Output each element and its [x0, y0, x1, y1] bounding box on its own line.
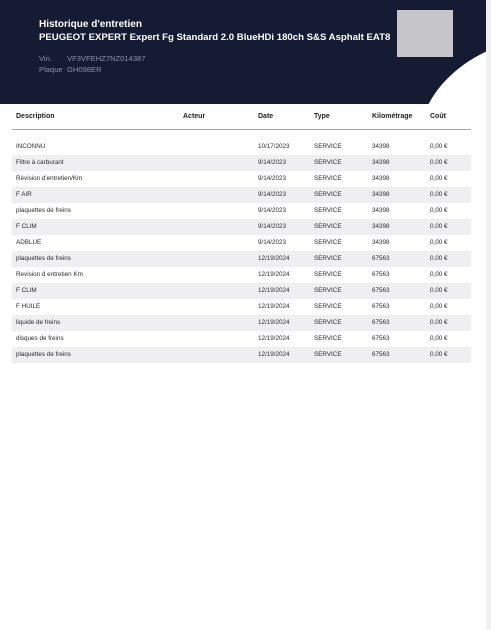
table-row: [12, 299, 471, 315]
table-row: [12, 139, 471, 155]
cell-description: disques de freins: [16, 335, 64, 342]
cell-type: SERVICE: [314, 239, 342, 246]
cell-date: 12/19/2024: [258, 271, 290, 278]
vehicle-name: PEUGEOT EXPERT Expert Fg Standard 2.0 BlueHDi 180ch S&S Asphalt EAT8: [39, 32, 391, 43]
cell-type: SERVICE: [314, 159, 342, 166]
cell-kilometrage: 67563: [372, 255, 390, 262]
table-row: [12, 219, 471, 235]
plate-line: [39, 65, 102, 75]
column-header-cout: Coût: [430, 113, 446, 120]
table-row: [12, 267, 471, 283]
cell-kilometrage: 67563: [372, 303, 390, 310]
cell-type: SERVICE: [314, 271, 342, 278]
cell-cout: 0,00 €: [430, 271, 448, 278]
cell-date: 9/14/2023: [258, 159, 287, 166]
cell-description: Filtre à carburant: [16, 159, 64, 166]
cell-kilometrage: 34398: [372, 143, 390, 150]
cell-cout: 0,00 €: [430, 319, 448, 326]
cell-cout: 0,00 €: [430, 303, 448, 310]
cell-description: F AIR: [16, 191, 32, 198]
cell-type: SERVICE: [314, 143, 342, 150]
cell-kilometrage: 67563: [372, 271, 390, 278]
cell-cout: 0,00 €: [430, 335, 448, 342]
cell-description: liquide de freins: [16, 319, 61, 326]
cell-date: 12/19/2024: [258, 303, 290, 310]
cell-cout: 0,00 €: [430, 239, 448, 246]
cell-date: 9/14/2023: [258, 207, 287, 214]
cell-kilometrage: 34398: [372, 239, 390, 246]
table-row: [12, 187, 471, 203]
cell-cout: 0,00 €: [430, 287, 448, 294]
cell-kilometrage: 67563: [372, 319, 390, 326]
cell-type: SERVICE: [314, 255, 342, 262]
cell-type: SERVICE: [314, 319, 342, 326]
column-header-kilometrage: Kilométrage: [372, 113, 413, 120]
column-header-type: Type: [314, 113, 330, 120]
cell-kilometrage: 67563: [372, 287, 390, 294]
cell-description: F HUILE: [16, 303, 41, 310]
cell-date: 9/14/2023: [258, 175, 287, 182]
cell-cout: 0,00 €: [430, 223, 448, 230]
vin-value: VF3VFEHZ7NZ014387: [67, 54, 146, 63]
cell-description: Revision d entretien Km: [16, 271, 83, 278]
cell-type: SERVICE: [314, 175, 342, 182]
cell-kilometrage: 34398: [372, 159, 390, 166]
cell-date: 12/19/2024: [258, 287, 290, 294]
cell-kilometrage: 67563: [372, 351, 390, 358]
cell-date: 9/14/2023: [258, 223, 287, 230]
cell-type: SERVICE: [314, 335, 342, 342]
cell-type: SERVICE: [314, 303, 342, 310]
cell-cout: 0,00 €: [430, 175, 448, 182]
cell-description: F CLIM: [16, 287, 37, 294]
plate-label: Plaque: [39, 65, 63, 74]
cell-type: SERVICE: [314, 191, 342, 198]
table-row: [12, 171, 471, 187]
cell-date: 9/14/2023: [258, 191, 287, 198]
cell-kilometrage: 67563: [372, 335, 390, 342]
report-title: Historique d'entretien: [39, 19, 142, 30]
vin-label: Vin.: [39, 54, 52, 63]
table-row: [12, 235, 471, 251]
cell-type: SERVICE: [314, 287, 342, 294]
cell-date: 10/17/2023: [258, 143, 290, 150]
cell-description: INCONNU: [16, 143, 46, 150]
cell-description: plaquettes de freins: [16, 351, 71, 358]
cell-cout: 0,00 €: [430, 159, 448, 166]
cell-description: ADBLUE: [16, 239, 42, 246]
scrollbar[interactable]: [486, 0, 491, 630]
table-row: [12, 347, 471, 363]
cell-type: SERVICE: [314, 207, 342, 214]
column-header-date: Date: [258, 113, 274, 120]
maintenance-table: [12, 109, 471, 363]
table-body: [12, 139, 471, 363]
table-row: [12, 251, 471, 267]
table-header: [12, 109, 471, 130]
cell-date: 12/19/2024: [258, 319, 290, 326]
cell-cout: 0,00 €: [430, 207, 448, 214]
logo-placeholder: [397, 10, 453, 57]
cell-cout: 0,00 €: [430, 255, 448, 262]
cell-date: 9/14/2023: [258, 239, 287, 246]
cell-type: SERVICE: [314, 223, 342, 230]
table-row: [12, 331, 471, 347]
cell-description: plaquettes de freins: [16, 207, 71, 214]
cell-description: F CLIM: [16, 223, 37, 230]
column-header-description: Description: [16, 113, 55, 120]
cell-kilometrage: 34398: [372, 223, 390, 230]
vin-line: [39, 54, 146, 64]
cell-date: 12/19/2024: [258, 335, 290, 342]
cell-date: 12/19/2024: [258, 255, 290, 262]
cell-description: plaquettes de freins: [16, 255, 71, 262]
table-row: [12, 203, 471, 219]
table-row: [12, 155, 471, 171]
cell-cout: 0,00 €: [430, 351, 448, 358]
cell-type: SERVICE: [314, 351, 342, 358]
column-header-acteur: Acteur: [183, 113, 206, 120]
cell-cout: 0,00 €: [430, 143, 448, 150]
cell-cout: 0,00 €: [430, 191, 448, 198]
table-row: [12, 283, 471, 299]
table-row: [12, 315, 471, 331]
plate-value: GH098ER: [67, 65, 102, 74]
cell-kilometrage: 34398: [372, 207, 390, 214]
cell-date: 12/19/2024: [258, 351, 290, 358]
cell-description: Révision d'entretien/Km: [16, 175, 83, 182]
cell-kilometrage: 34398: [372, 191, 390, 198]
cell-kilometrage: 34398: [372, 175, 390, 182]
